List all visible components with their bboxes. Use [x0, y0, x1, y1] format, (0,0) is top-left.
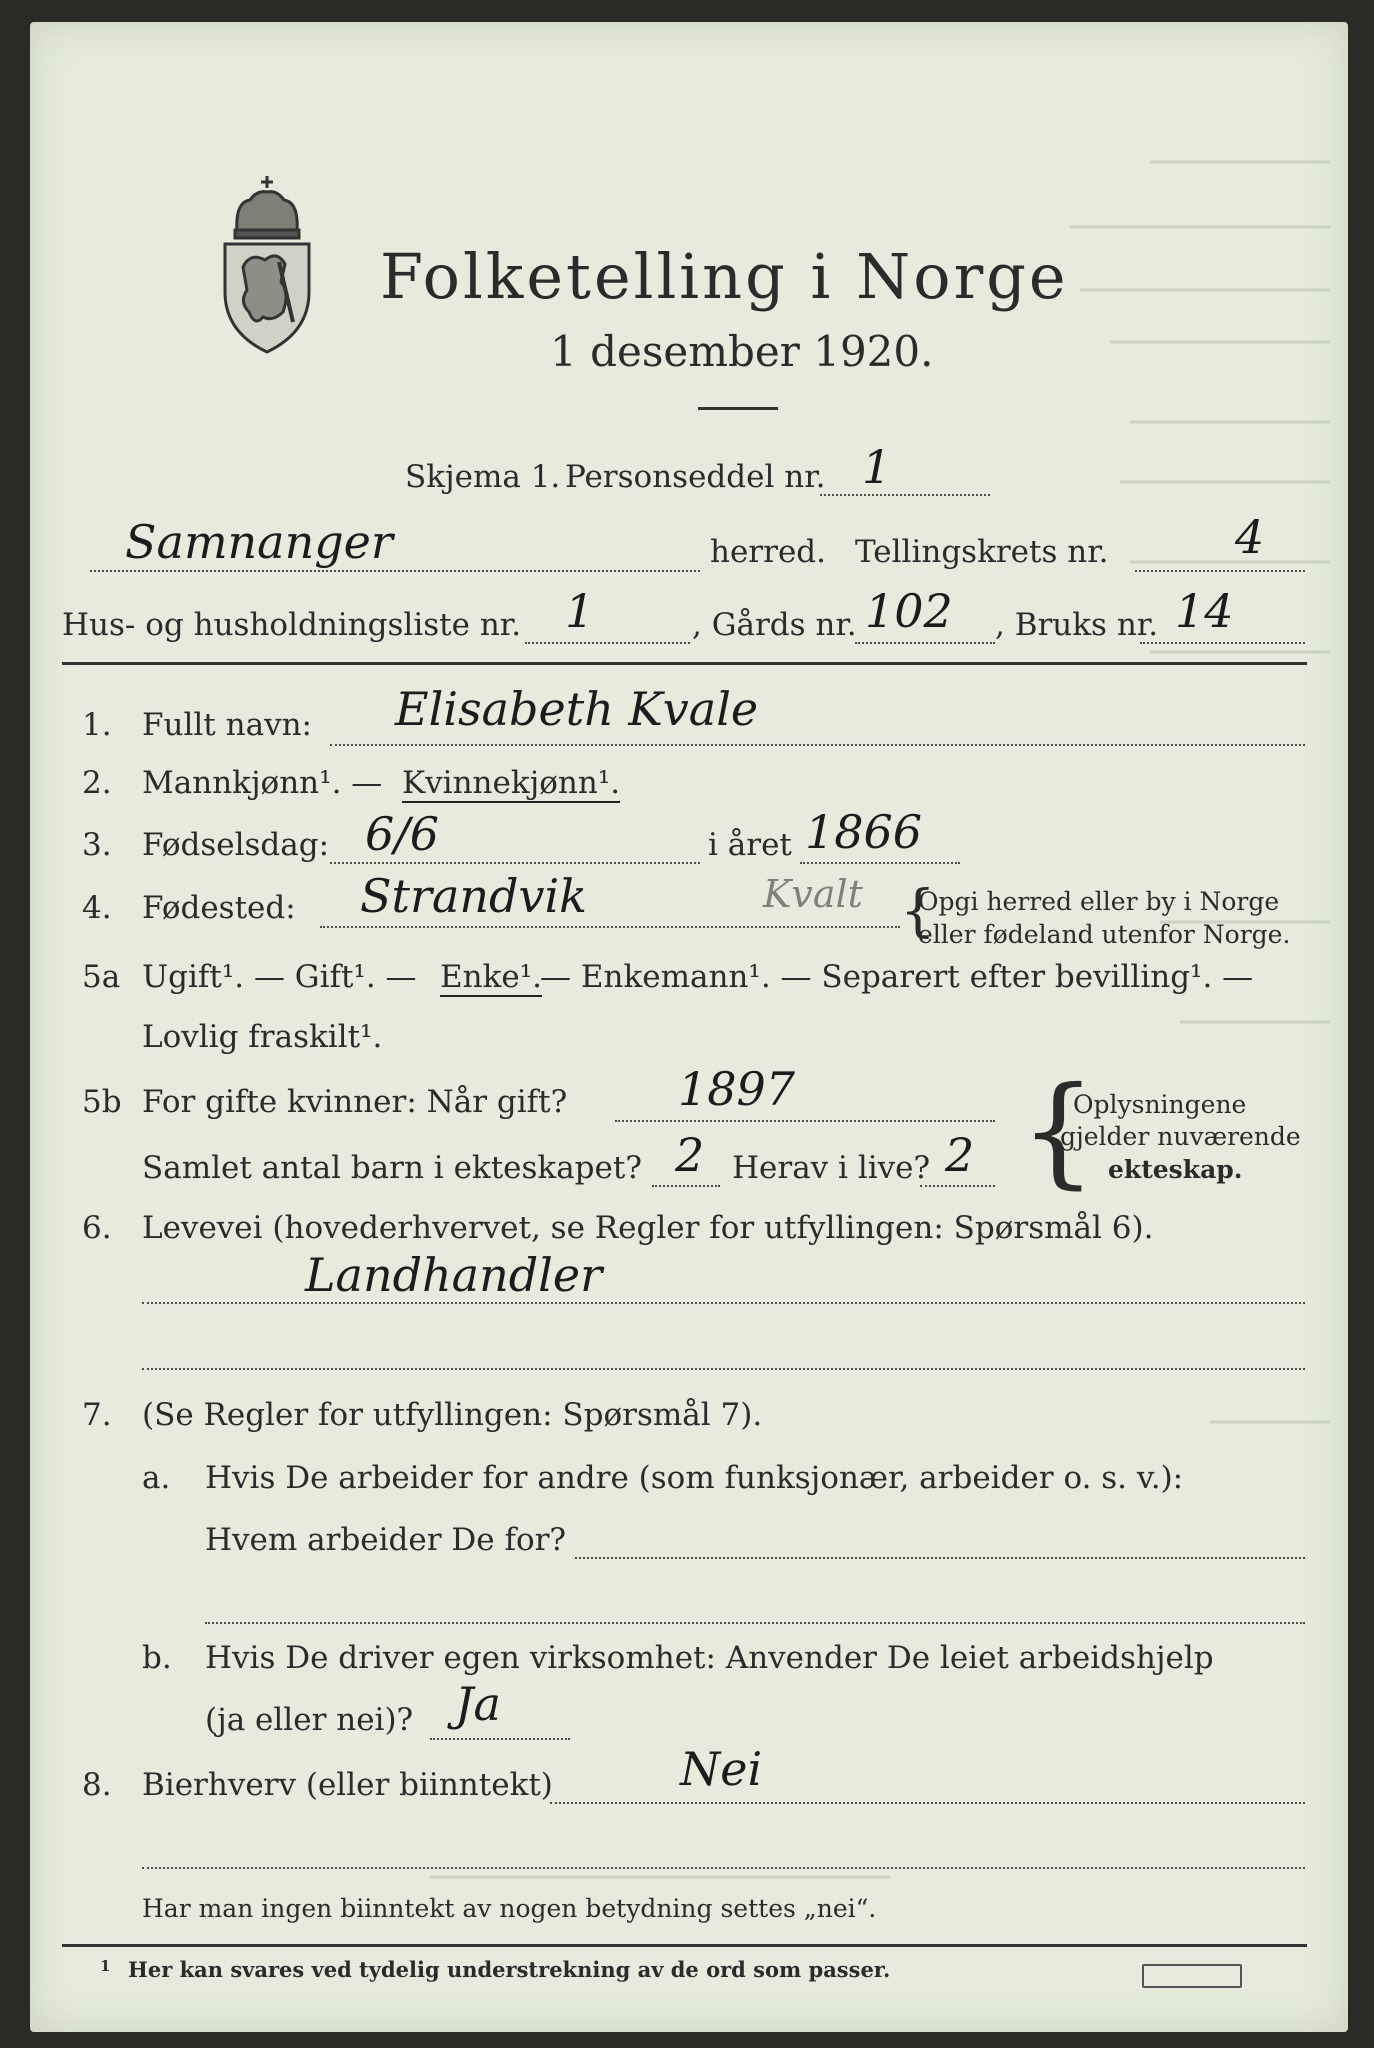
q4-number: 4.: [82, 890, 112, 926]
q4-label: Fødested:: [142, 890, 296, 926]
q7a-line2: [205, 1622, 1305, 1624]
norwegian-coat-of-arms-icon: [215, 172, 320, 357]
q1-value: Elisabeth Kvale: [395, 682, 759, 736]
q5b-children-value: 2: [675, 1128, 705, 1182]
q5a-enke-underlined: Enke¹.: [440, 959, 543, 995]
q5b-children-label: Samlet antal barn i ekteskapet?: [142, 1150, 642, 1186]
q6-line1: [142, 1302, 1305, 1304]
q5b-brace: {: [1020, 1062, 1097, 1201]
q1-label: Fullt navn:: [142, 707, 312, 743]
gards-line: [855, 642, 995, 644]
q5a-line2: Lovlig fraskilt¹.: [142, 1019, 383, 1055]
q8-value: Nei: [680, 1742, 763, 1796]
bruks-label: , Bruks nr.: [995, 607, 1159, 643]
q7b-letter: b.: [142, 1640, 172, 1676]
q5b-alive-line: [920, 1185, 995, 1187]
q6-number: 6.: [82, 1210, 112, 1246]
footnote-mark: 1: [100, 1957, 111, 1975]
q5b-alive-value: 2: [945, 1128, 975, 1182]
printer-stamp: [1142, 1964, 1242, 1988]
income-note: Har man ingen biinntekt av nogen betydning settes „nei“.: [142, 1894, 877, 1923]
q5a-options: Ugift¹. — Gift¹. —: [142, 959, 417, 995]
q4-brace: {: [900, 879, 936, 944]
herred-label: herred.: [710, 534, 826, 570]
q2-female-underlined: Kvinnekjønn¹.: [402, 765, 621, 801]
husliste-label: Hus- og husholdningsliste nr.: [62, 607, 522, 643]
tellingskrets-value: 4: [1235, 510, 1265, 564]
herred-value: Samnanger: [125, 515, 393, 569]
q7b-text: Hvis De driver egen virksomhet: Anvender De leiet arbeidshjelp: [205, 1640, 1214, 1676]
q5a-number: 5a: [82, 959, 121, 995]
tellingskrets-line: [1135, 570, 1305, 572]
census-date: 1 desember 1920.: [550, 327, 934, 376]
tellingskrets-label: Tellingskrets nr.: [855, 534, 1109, 570]
q7-label: (Se Regler for utfyllingen: Spørsmål 7).: [142, 1397, 763, 1433]
q7-number: 7.: [82, 1397, 112, 1433]
q7b-line: [430, 1738, 570, 1740]
q5b-married-value: 1897: [678, 1062, 796, 1116]
q7b-question: (ja eller nei)?: [205, 1702, 414, 1738]
gards-label: , Gårds nr.: [692, 607, 857, 643]
q8-number: 8.: [82, 1767, 112, 1803]
q5b-note3: ekteskap.: [1108, 1155, 1243, 1184]
q1-line: [330, 744, 1305, 746]
header-rule: [62, 662, 1307, 665]
q8-line: [550, 1802, 1305, 1804]
q5b-label: For gifte kvinner: Når gift?: [142, 1084, 568, 1120]
q3-value: 6/6: [365, 807, 440, 861]
q4-value: Strandvik: [360, 869, 588, 923]
q3-year-label: i året: [708, 827, 792, 863]
q3-label: Fødselsdag:: [142, 827, 330, 863]
q1-number: 1.: [82, 707, 112, 743]
q5a-rest: — Enkemann¹. — Separert efter bevilling¹. —: [540, 959, 1254, 995]
bruks-value: 14: [1175, 584, 1234, 638]
q8-label: Bierhverv (eller biinntekt): [142, 1767, 553, 1803]
q4-line: [320, 926, 900, 928]
q7a-letter: a.: [142, 1460, 171, 1496]
q2-number: 2.: [82, 765, 112, 801]
q4-note-line1: Opgi herred eller by i Norge: [918, 887, 1280, 916]
q7b-value: Ja: [455, 1677, 501, 1731]
q7a-text: Hvis De arbeider for andre (som funksjonær, arbeider o. s. v.):: [205, 1460, 1184, 1496]
title-divider: [698, 407, 778, 410]
q6-value: Landhandler: [305, 1248, 603, 1302]
q3-year-value: 1866: [805, 805, 923, 859]
q7a-line1: [575, 1557, 1305, 1559]
q6-label: Levevei (hovederhvervet, se Regler for utfyllingen: Spørsmål 6).: [142, 1210, 1154, 1246]
q2-male: Mannkjønn¹. —: [142, 765, 383, 801]
q6-line2: [142, 1368, 1305, 1370]
q5b-children-line: [652, 1185, 720, 1187]
schema-label: Skjema 1.: [405, 459, 561, 495]
footnote-text: Her kan svares ved tydelig understrekning av de ord som passer.: [128, 1957, 891, 1982]
q4-note-line2: eller fødeland utenfor Norge.: [918, 920, 1291, 949]
q4-value-extra: Kvalt: [763, 872, 863, 916]
q3-line: [330, 862, 700, 864]
gards-value: 102: [865, 584, 953, 638]
husliste-value: 1: [565, 584, 595, 638]
q3-year-line: [800, 862, 960, 864]
footer-rule: [62, 1944, 1307, 1947]
q8-line2: [142, 1867, 1305, 1869]
q5b-married-line: [615, 1120, 995, 1122]
form-title: Folketelling i Norge: [380, 240, 1069, 313]
q5b-number: 5b: [82, 1084, 122, 1120]
husliste-line: [525, 642, 690, 644]
bruks-line: [1140, 642, 1305, 644]
personseddel-value: 1: [862, 440, 892, 494]
personseddel-label: Personseddel nr.: [565, 459, 826, 495]
herred-line: [90, 570, 700, 572]
q5b-note1: Oplysningene: [1073, 1090, 1247, 1119]
census-form: [30, 22, 1348, 2032]
q7a-question: Hvem arbeider De for?: [205, 1522, 567, 1558]
q5b-note2: gjelder nuværende: [1060, 1122, 1301, 1151]
personseddel-line: [820, 494, 990, 496]
q3-number: 3.: [82, 827, 112, 863]
q5b-alive-label: Herav i live?: [732, 1150, 931, 1186]
